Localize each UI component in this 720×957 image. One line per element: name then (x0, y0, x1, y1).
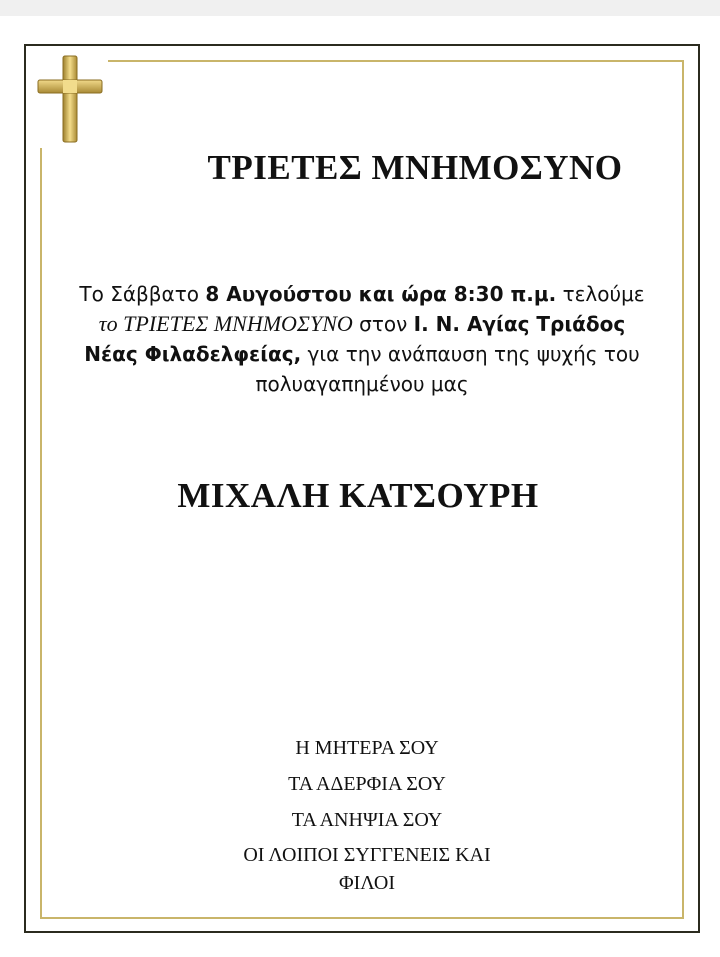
announcement-line-2: το ΤΡΙΕΤΕΣ ΜΝΗΜΟΣΥΝΟ στον Ι. Ν. Αγίας Τριάδος (98, 311, 626, 336)
announcement-line-3: Νέας Φιλαδελφείας, για την ανάπαυση της ψυχής του (84, 342, 640, 366)
signers-list (0, 733, 720, 905)
gold-cross-icon (36, 54, 104, 144)
signer-siblings: ΤΑ ΑΔΕΡΦΙΑ ΣΟΥ (288, 773, 446, 795)
signer-relatives-line-2: ΦΙΛΟΙ (338, 872, 396, 894)
announcement-text (40, 279, 684, 399)
signer-relatives-line-1: ΟΙ ΛΟΙΠΟΙ ΣΥΓΓΕΝΕΙΣ ΚΑΙ (243, 844, 491, 866)
page-title: ΤΡΙΕΤΕΣ ΜΝΗΜΟΣΥΝΟ (207, 148, 623, 187)
deceased-name: ΜΙΧΑΛΗ ΚΑΤΣΟΥΡΗ (177, 476, 539, 515)
top-strip (0, 0, 720, 16)
announcement-line-1: Το Σάββατο 8 Αυγούστου και ώρα 8:30 π.μ. τελούμε (79, 282, 645, 306)
signer-nephews: ΤΑ ΑΝΗΨΙΑ ΣΟΥ (291, 809, 443, 831)
announcement-line-4: πολυαγαπημένου μας (255, 372, 469, 396)
signer-mother: Η ΜΗΤΕΡΑ ΣΟΥ (295, 737, 439, 759)
